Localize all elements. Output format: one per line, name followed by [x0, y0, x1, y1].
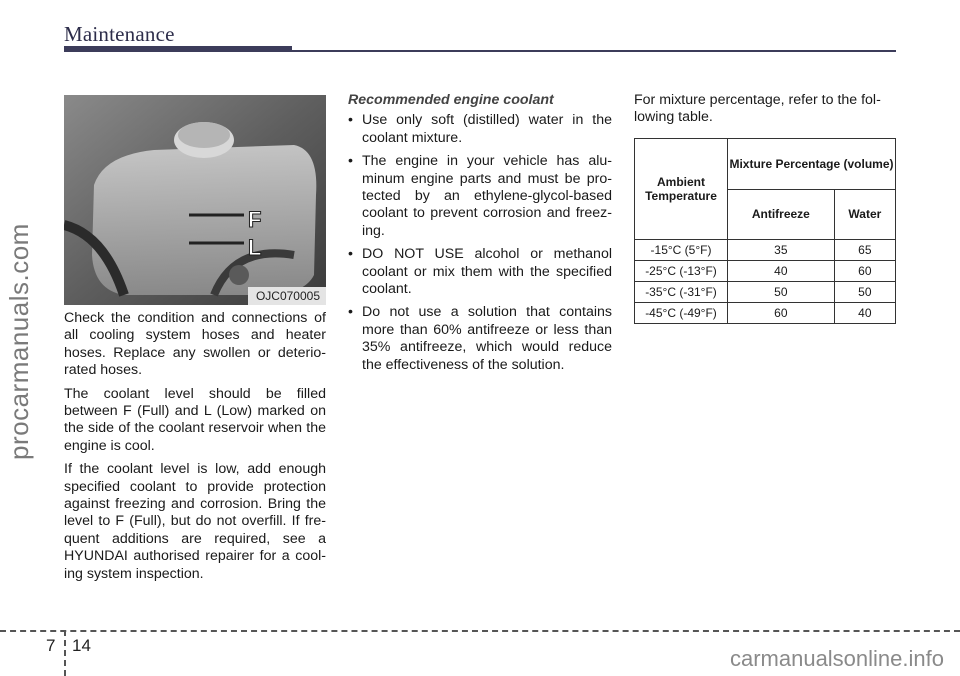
paragraph: The coolant level should be filled between F (Full) and L (Low) marked on the side of the coolant reservoir when the engine is cool. — [64, 385, 326, 454]
header-water: Water — [834, 189, 895, 240]
coolant-mixture-table — [634, 138, 896, 324]
cell-temp: -45°C (-49°F) — [635, 303, 728, 324]
page-header-title: Maintenance — [64, 22, 175, 46]
cell-temp: -35°C (-31°F) — [635, 282, 728, 303]
cell-water: 65 — [834, 240, 895, 261]
full-mark: F — [248, 207, 262, 232]
cell-antifreeze: 50 — [728, 282, 835, 303]
column-right — [634, 92, 896, 133]
footer-dashed-rule — [0, 630, 960, 632]
low-mark: L — [248, 235, 262, 260]
table-row — [635, 240, 896, 261]
column-left — [64, 310, 326, 589]
chapter-number: 7 — [46, 636, 56, 655]
cell-antifreeze: 40 — [728, 261, 835, 282]
paragraph: If the coolant level is low, add enough specified coolant to provide protection against freezing and corrosion. Bring the level to F (Full), but do not overfill. If fre-quent additions are required, see a HYUNDAI authorised repairer for a cool-ing system inspection. — [64, 461, 326, 582]
list-item: • DO NOT USE alcohol or methanol coolant or mix them with the specified coolant. — [348, 246, 612, 298]
photo-code: OJC070005 — [248, 287, 326, 305]
coolant-reservoir-photo — [64, 95, 326, 305]
reservoir-illustration — [64, 95, 326, 305]
coolant-bullet-list — [348, 112, 612, 374]
list-item: • Do not use a solution that contains more than 60% antifreeze or less than 35% antifreeze, which would reduce the effectiveness of the solution. — [348, 304, 612, 374]
watermark-bottom: carmanualsonline.info — [729, 646, 944, 671]
header-rule-thin — [292, 50, 896, 52]
table-row — [635, 303, 896, 324]
header-rule-thick — [64, 46, 292, 52]
table-intro: For mixture percentage, refer to the fol-lowing table. — [634, 92, 881, 126]
column-middle — [348, 92, 612, 380]
cell-temp: -15°C (5°F) — [635, 240, 728, 261]
watermark-left: procarmanuals.com — [4, 223, 34, 460]
cell-water: 60 — [834, 261, 895, 282]
cell-antifreeze: 35 — [728, 240, 835, 261]
table-header-row — [635, 139, 896, 190]
page-number: 14 — [72, 636, 91, 655]
header-ambient-temperature: Ambient Temperature — [635, 139, 728, 240]
list-item: • Use only soft (distilled) water in the coolant mixture. — [348, 112, 612, 147]
cell-water: 40 — [834, 303, 895, 324]
table-row — [635, 282, 896, 303]
list-item: • The engine in your vehicle has alu-minum engine parts and must be pro-tected by an ethylene-glycol-based coolant to prevent corrosion and freez-ing. — [348, 153, 612, 240]
cell-water: 50 — [834, 282, 895, 303]
section-subheading: Recommended engine coolant — [348, 92, 554, 108]
header-antifreeze: Antifreeze — [728, 189, 835, 240]
footer-dashed-divider — [64, 630, 66, 676]
cell-antifreeze: 60 — [728, 303, 835, 324]
paragraph: Check the condition and connections of all cooling system hoses and heater hoses. Replace any swollen or deterio-rated hoses. — [64, 310, 326, 379]
cell-temp: -25°C (-13°F) — [635, 261, 728, 282]
table-row — [635, 261, 896, 282]
header-mixture-percentage: Mixture Percentage (volume) — [728, 139, 896, 190]
